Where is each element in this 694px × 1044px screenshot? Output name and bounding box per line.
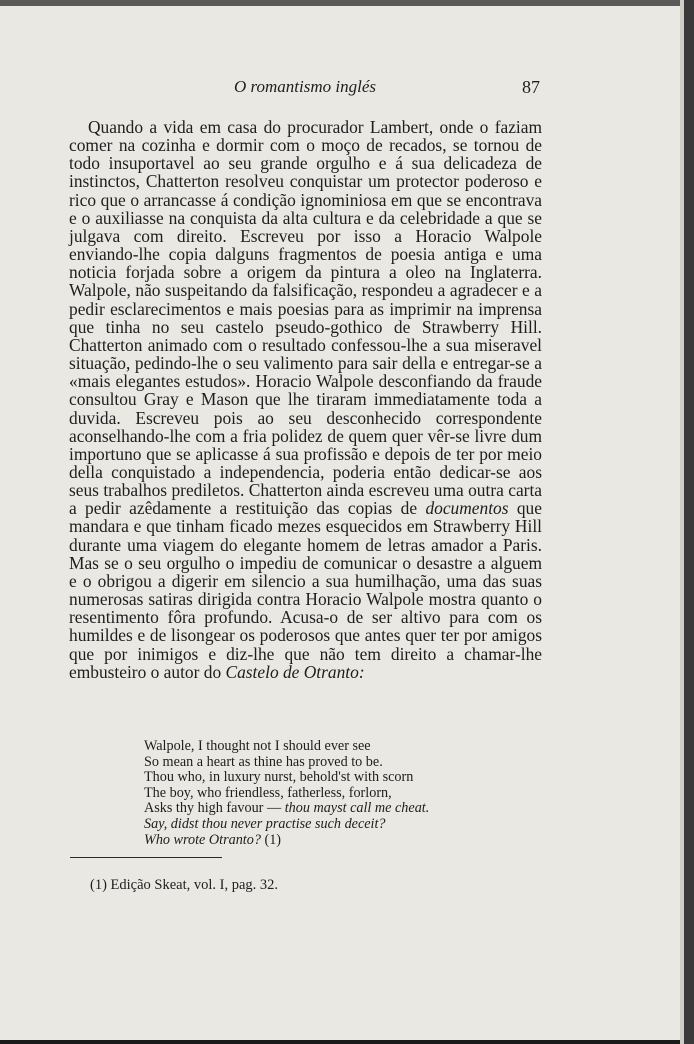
page-header [70, 77, 540, 101]
running-title: O romantismo inglés [234, 77, 376, 96]
body-text [69, 118, 542, 681]
paragraph-part-2: que mandara e que tinham ficado mezes esquecidos em Strawberry Hill durante uma viagem do elegante homem de letras amador a Paris. Mas se o seu orgulho o impediu de comunicar o desastre a alguem e o obrigou a digerir em silencio a sua humilhação, uma das suas numerosas satiras dirigida contra Horacio Walpole mostra quanto o resentimento fôra profundo. Acusa-o de ser altivo para com os humildes e de lisongear os poderosos que antes quer ter por amigos que por inimigos e diz-lhe que não tem direito a chamar-lhe embusteiro o autor do [69, 498, 542, 682]
poem-line [144, 817, 429, 833]
page-right-edge [684, 0, 694, 1044]
main-paragraph [69, 118, 542, 681]
emphasis-castelo: Castelo de Otranto: [225, 661, 365, 682]
footnote-divider [70, 857, 222, 858]
page-number: 87 [522, 77, 540, 97]
poem-line: The boy, who friendless, fatherless, forlorn, [144, 784, 392, 801]
page-top-edge [0, 0, 694, 6]
poem-line-italic: Who wrote Otranto? [144, 831, 261, 848]
poem-line: So mean a heart as thine has proved to be. [144, 753, 383, 770]
paragraph-part-1: Quando a vida em casa do procurador Lambert, onde o faziam comer na cozinha e dormir com o moço de recados, se tornou de todo insuportavel ao seu grande orgulho e á sua delicadeza de instinctos, Chatterton resolveu conquistar um protector poderoso e rico que o arrancasse á condição ignominiosa em que se encontrava e o auxiliasse na conquista da alta cultura e da celebridade a que se julgava com direito. Escreveu por isso a Horacio Walpole enviando-lhe copia dalguns fragmentos de poesia antiga e uma noticia forjada sobre a origem da pintura a oleo na Inglaterra. Walpole, não suspeitando da falsificação, respondeu a agradecer e a pedir esclarecimentos e mais poesias para as imprimir na imprensa que tinha no seu castelo pseudo-gothico de Strawberry Hill. Chatterton animado com o resultado confessou-lhe a sua miseravel situação, pedindo-lhe o seu valimento para sair della e entregar-se a «mais elegantes estudos». Horacio Walpole desconfiando da fraude consultou Gray e Mason que lhe tiraram immediatamente toda a duvida. Escreveu pois ao seu desconhecido correspondente aconselhando-lhe com a fria polidez de quem quer vêr-se livre dum importuno que se aplicasse á sua profissão e depois de ter por meio della conquistado a independencia, poderia então dedicar-se aos seus trabalhos prediletos. Chatterton ainda escreveu uma outra carta a pedir azêdamente a restituição das copias de [69, 117, 542, 519]
poem-quotation [144, 739, 429, 848]
poem-line-italic: Say, didst thou never practise such deceit? [144, 815, 386, 832]
footnote: (1) Edição Skeat, vol. I, pag. 32. [90, 877, 279, 893]
poem-line: Walpole, I thought not I should ever see [144, 738, 371, 754]
footnote-reference: (1) [264, 831, 282, 848]
poem-line [144, 801, 429, 817]
poem-line: Thou who, in luxury nurst, behold'st with scorn [144, 769, 414, 786]
poem-line-plain: Asks thy high favour — [144, 800, 282, 817]
emphasis-documentos: documentos [425, 498, 509, 519]
poem-line [144, 833, 429, 849]
poem-line-italic: thou mayst call me cheat. [284, 800, 430, 817]
